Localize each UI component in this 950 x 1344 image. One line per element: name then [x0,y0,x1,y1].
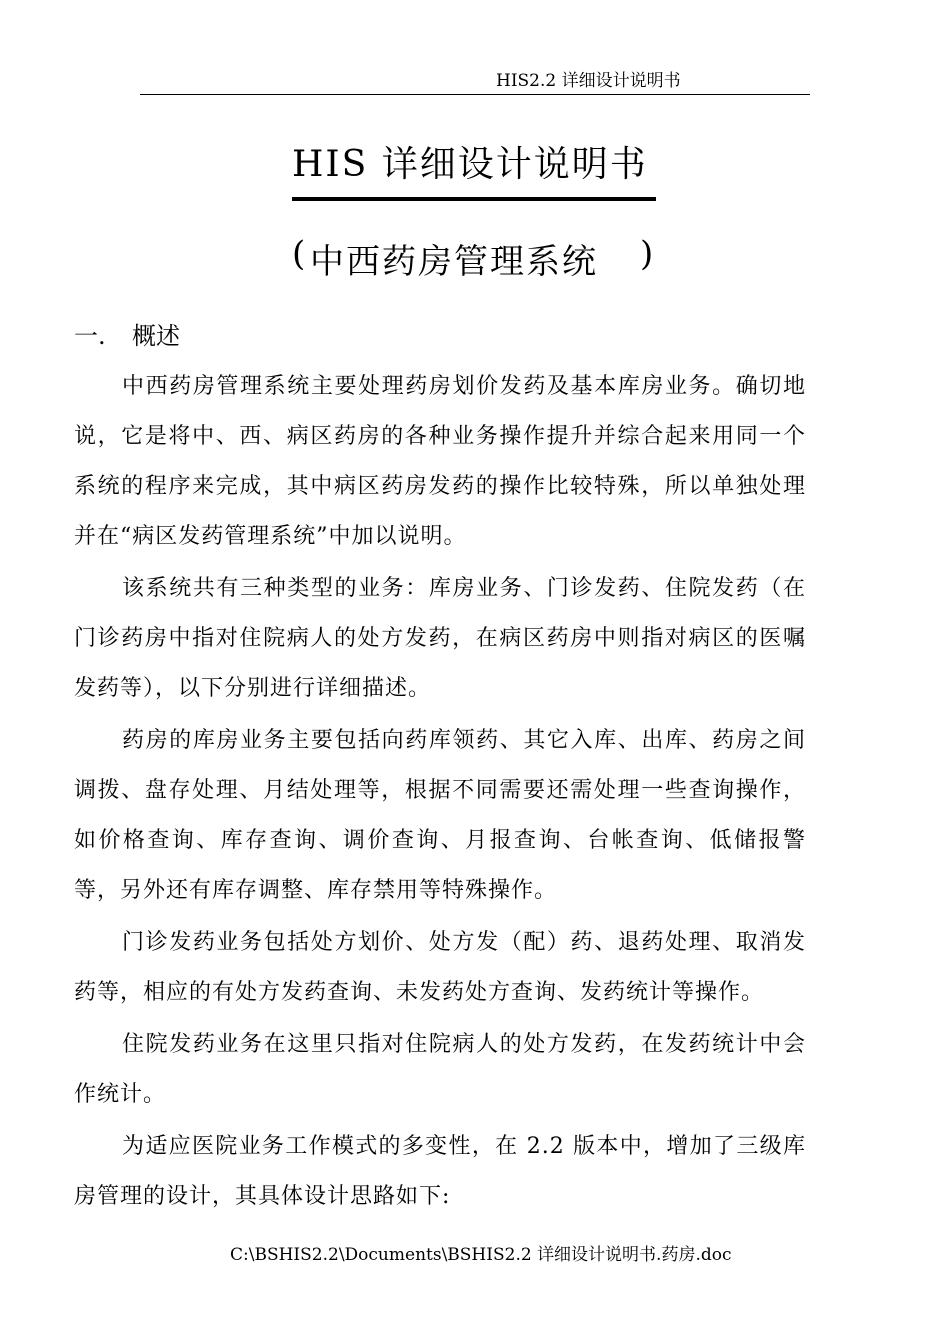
subtitle-text: 中西药房管理系统 [310,242,598,282]
section-title: 概述 [132,322,180,350]
paragraph: 为适应医院业务工作模式的多变性，在 2.2 版本中，增加了三级库房管理的设计，其具体设计思路如下: [74,1134,806,1209]
title-underline [292,197,656,201]
paragraph: 药房的库房业务主要包括向药库领药、其它入库、出库、药房之间调拨、盘存处理、月结处理等，根据不同需要还需处理一些查询操作，如价格查询、库存查询、调价查询、月报查询、台帐查询、低储报警等，另外还有库存调整、库存禁用等特殊操作。 [74,728,806,903]
paragraph: 该系统共有三种类型的业务：库房业务、门诊发药、住院发药（在门诊药房中指对住院病人的处方发药，在病区药房中则指对病区的医嘱发药等），以下分别进行详细描述。 [74,576,806,701]
header-divider [140,94,810,95]
footer-file-path: C:\BSHIS2.2\Documents\BSHIS2.2 详细设计说明书.药房.doc [230,1245,732,1265]
document-title: HIS 详细设计说明书 [292,144,648,185]
paragraph: 门诊发药业务包括处方划价、处方发（配）药、退药处理、取消发药等，相应的有处方发药查询、未发药处方查询、发药统计等操作。 [74,930,806,1005]
paragraph: 中西药房管理系统主要处理药房划价发药及基本库房业务。确切地说，它是将中、西、病区药房的各种业务操作提升并综合起来用同一个系统的程序来完成，其中病区药房发药的操作比较特殊，所以单独处理并在“病区发药管理系统”中加以说明。 [74,374,806,549]
section-number: 一. [74,322,106,350]
paragraph: 住院发药业务在这里只指对住院病人的处方发药，在发药统计中会作统计。 [74,1032,806,1107]
subtitle-close-paren: ) [640,234,654,274]
body-text [74,362,806,1224]
section-heading [74,316,180,351]
subtitle-open-paren: ( [292,234,306,274]
running-header: HIS2.2 详细设计说明书 [496,71,681,91]
